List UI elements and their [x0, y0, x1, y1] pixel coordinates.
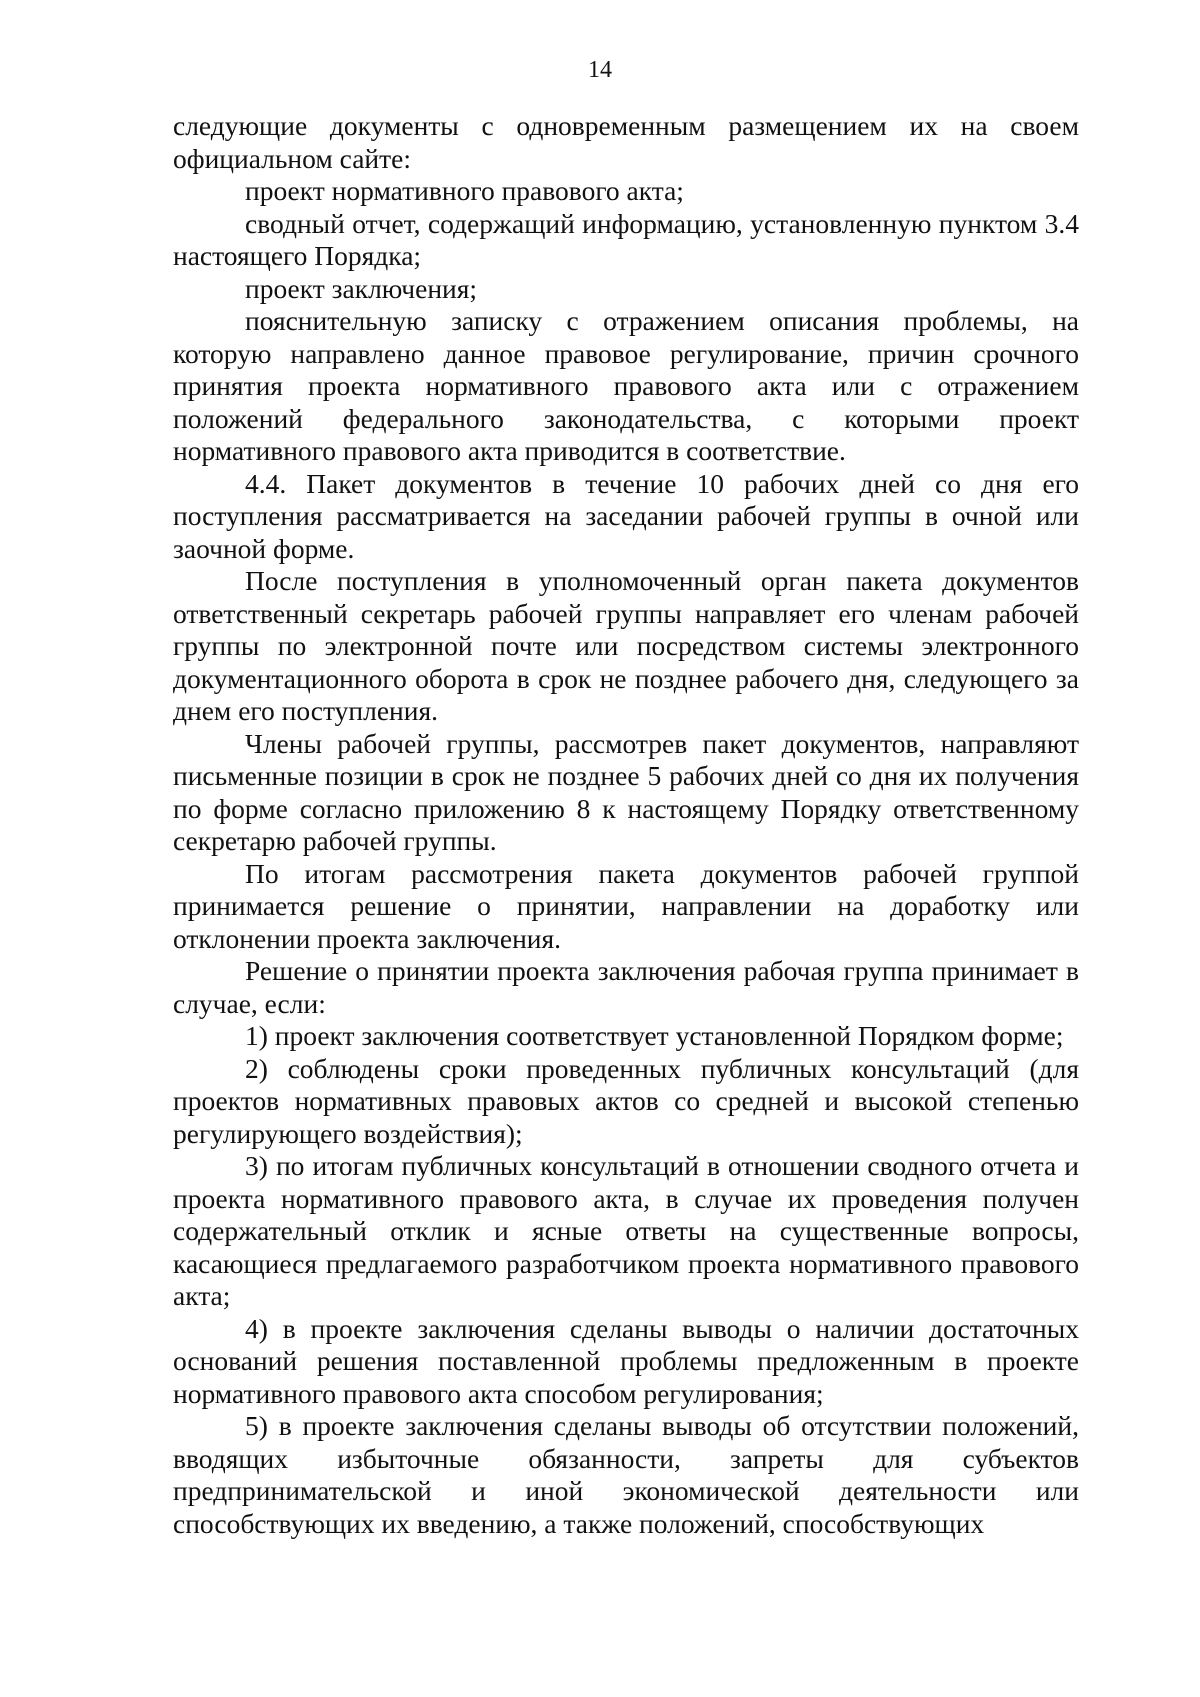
document-body	[173, 110, 1079, 1540]
list-item: 3) по итогам публичных консультаций в отношении сводного отчета и проекта нормативного правового акта, в случае их проведения получен содержательный отклик и ясные ответы на существенные вопросы, касающиеся предлагаемого разработчиком проекта нормативного правового акта;	[173, 1150, 1079, 1311]
paragraph: следующие документы с одновременным размещением их на своем официальном сайте:	[173, 110, 1079, 174]
paragraph: сводный отчет, содержащий информацию, установленную пунктом 3.4 настоящего Порядка;	[173, 207, 1079, 271]
list-item: 1) проект заключения соответствует установленной Порядком форме;	[245, 1020, 1064, 1051]
paragraph: Решение о принятии проекта заключения рабочая группа принимает в случае, если:	[173, 955, 1079, 1019]
paragraph: проект нормативного правового акта;	[245, 175, 684, 206]
paragraph: После поступления в уполномоченный орган пакета документов ответственный секретарь рабочей группы направляет его членам рабочей группы по электронной почте или посредством системы электронного документационного оборота в срок не позднее рабочего дня, следующего за днем его поступления.	[173, 565, 1079, 726]
paragraph: пояснительную записку с отражением описания проблемы, на которую направлено данное правовое регулирование, причин срочного принятия проекта нормативного правового акта или с отражением положений федерального законодательства, с которыми проект нормативного правового акта приводится в соответствие.	[173, 305, 1079, 466]
list-item: 2) соблюдены сроки проведенных публичных консультаций (для проектов нормативных правовых актов со средней и высокой степенью регулирующего воздействия);	[173, 1052, 1079, 1149]
paragraph: 4.4. Пакет документов в течение 10 рабочих дней со дня его поступления рассматривается на заседании рабочей группы в очной или заочной форме.	[173, 467, 1079, 564]
page-number: 14	[588, 57, 612, 83]
paragraph: проект заключения;	[245, 272, 478, 304]
list-item: 5) в проекте заключения сделаны выводы об отсутствии положений, вводящих избыточные обязанности, запреты для субъектов предпринимательской и иной экономической деятельности или способствующих их введению, а также положений, способствующих	[173, 1410, 1079, 1539]
paragraph: По итогам рассмотрения пакета документов рабочей группой принимается решение о принятии, направлении на доработку или отклонении проекта заключения.	[173, 857, 1079, 954]
paragraph: Члены рабочей группы, рассмотрев пакет документов, направляют письменные позиции в срок не позднее 5 рабочих дней со дня их получения по форме согласно приложению 8 к настоящему Порядку ответственному секретарю рабочей группы.	[173, 727, 1079, 856]
list-item: 4) в проекте заключения сделаны выводы о наличии достаточных оснований решения поставленной проблемы предложенным в проекте нормативного правового акта способом регулирования;	[173, 1312, 1079, 1409]
